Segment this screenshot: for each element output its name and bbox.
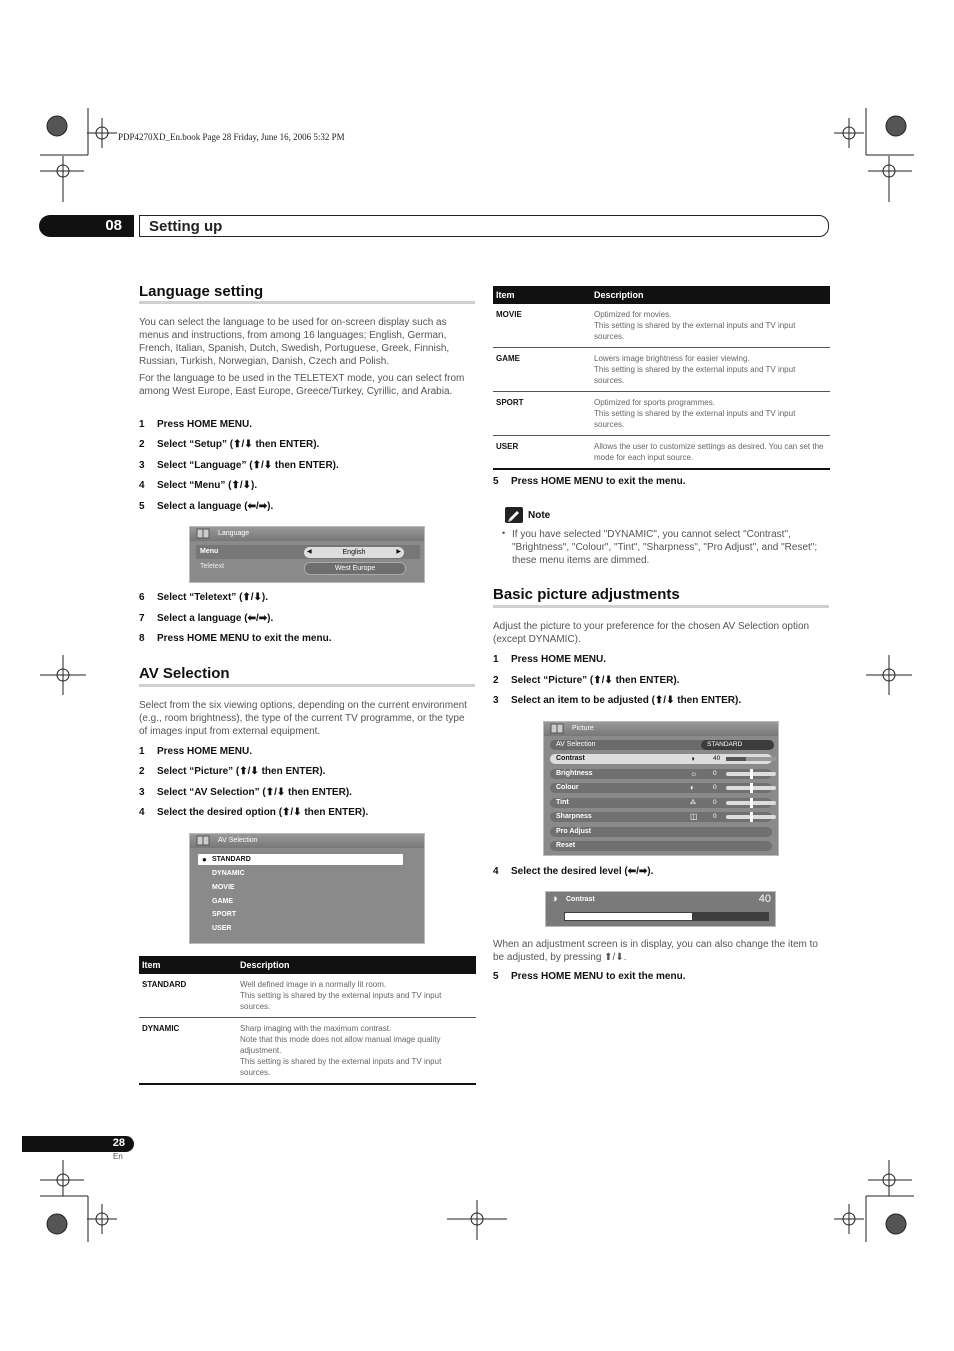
basic-picture-heading: Basic picture adjustments <box>493 586 680 603</box>
file-info: PDP4270XD_En.book Page 28 Friday, June 16, 2006 5:32 PM <box>118 132 345 142</box>
section-divider <box>139 684 475 687</box>
av-option-sport[interactable]: SPORT <box>212 911 237 918</box>
book-icon <box>550 722 564 735</box>
language-step-8: 8 Press HOME MENU to exit the menu. <box>139 633 332 644</box>
language-step-3: 3 Select “Language” (⬆/⬇ then ENTER). <box>139 460 339 471</box>
chapter-title: Setting up <box>139 215 829 237</box>
selected-dot-icon: ● <box>202 855 207 864</box>
picture-row-brightness[interactable]: Brightness ☼ 0 <box>550 769 772 779</box>
av-selection-heading: AV Selection <box>139 665 230 682</box>
teletext-row[interactable]: Teletext West Europe <box>196 560 420 574</box>
language-step-6: 6 Select “Teletext” (⬆/⬇). <box>139 592 269 603</box>
book-icon <box>196 834 210 847</box>
chapter-number: 08 <box>39 215 134 237</box>
table-row: MOVIE Optimized for movies. This setting is shared by the external inputs and TV input sources. <box>493 304 830 348</box>
contrast-fill <box>726 757 746 761</box>
av-option-dynamic[interactable]: DYNAMIC <box>212 870 245 877</box>
table-header-description: Description <box>591 286 830 304</box>
av-step-2: 2 Select “Picture” (⬆/⬇ then ENTER). <box>139 766 326 777</box>
av-selection-row[interactable]: AV Selection STANDARD <box>550 740 772 750</box>
pro-adjust-row[interactable]: Pro Adjust <box>550 827 772 837</box>
contrast-adjust-fill <box>565 913 692 920</box>
sharpness-track[interactable] <box>726 815 776 819</box>
language-step-7: 7 Select a language (⬅/➡). <box>139 613 274 624</box>
note-text: If you have selected "DYNAMIC", you cannot select "Contrast", "Brightness", "Colour", "Tint", "Sharpness", "Pro Adjust", and "Reset"; these menu items are dimmed. <box>512 529 818 566</box>
table-row: USER Allows the user to customize settings as desired. You can set the mode for each input source. <box>493 436 830 470</box>
av-selection-screen <box>189 833 425 944</box>
language-step-4: 4 Select “Menu” (⬆/⬇). <box>139 480 258 491</box>
av-option-standard[interactable]: ● STANDARD <box>198 854 403 865</box>
av-option-user[interactable]: USER <box>212 925 232 932</box>
av-step-4: 4 Select the desired option (⬆/⬇ then ENTER). <box>139 807 369 818</box>
screen-header: Picture <box>544 722 778 736</box>
arrow-left-icon: ◀ <box>307 549 312 555</box>
picture-step-2: 2 Select “Picture” (⬆/⬇ then ENTER). <box>493 675 680 686</box>
picture-step-5: 5 Press HOME MENU to exit the menu. <box>493 971 686 982</box>
slider-knob[interactable] <box>750 783 753 793</box>
table-header-item: Item <box>139 956 237 974</box>
section-divider <box>139 301 475 304</box>
sun-icon: ☼ <box>690 769 698 778</box>
picture-row-contrast[interactable]: Contrast ◑ 40 <box>550 754 772 764</box>
picture-step-3: 3 Select an item to be adjusted (⬆/⬇ then ENTER). <box>493 695 742 706</box>
picture-row-colour[interactable]: Colour ◐ 0 <box>550 783 772 793</box>
contrast-adjust-value: 40 <box>758 893 771 905</box>
table-row: GAME Lowers image brightness for easier viewing. This setting is shared by the external inputs and TV input sources. <box>493 348 830 392</box>
av-selection-value[interactable]: STANDARD <box>701 740 774 750</box>
table-header-item: Item <box>493 286 591 304</box>
contrast-icon: ◑ <box>690 754 695 763</box>
reset-row[interactable]: Reset <box>550 841 772 851</box>
brightness-track[interactable] <box>726 772 776 776</box>
page-number: 28 <box>22 1136 134 1152</box>
picture-step-4: 4 Select the desired level (⬅/➡). <box>493 866 654 877</box>
av-step-5: 5 Press HOME MENU to exit the menu. <box>493 476 686 487</box>
contrast-adjust-label: Contrast <box>566 896 595 903</box>
av-table-1 <box>139 956 476 1085</box>
book-icon <box>196 527 210 540</box>
language-setting-heading: Language setting <box>139 283 264 300</box>
sharpness-icon: ◫ <box>690 812 698 821</box>
colour-icon: ◐ <box>690 783 695 792</box>
av-option-game[interactable]: GAME <box>212 898 233 905</box>
contrast-adjust-screen <box>545 891 776 927</box>
tint-icon: ⁂ <box>690 800 696 806</box>
screen-header: AV Selection <box>190 834 424 848</box>
screen-header: Language <box>190 527 424 541</box>
picture-step-1: 1 Press HOME MENU. <box>493 654 607 665</box>
contrast-track[interactable] <box>726 757 776 761</box>
section-divider <box>493 605 829 608</box>
table-row: DYNAMIC Sharp imaging with the maximum contrast. Note that this mode does not allow manual image quality adjustment. This setting is shared by the external inputs and TV input sources. <box>139 1018 476 1085</box>
av-option-movie[interactable]: MOVIE <box>212 884 235 891</box>
av-step-3: 3 Select “AV Selection” (⬆/⬇ then ENTER). <box>139 787 352 798</box>
language-para-2: For the language to be used in the TELETEXT mode, you can select from among West Europe, East Europe, Greece/Turkey, Cyrillic, and Arabia. <box>139 373 465 397</box>
av-selection-para: Select from the six viewing options, depending on the current environment (e.g., room brightness), the type of the current TV programme, or the type of images input from external equipment. <box>139 700 467 737</box>
note-icon <box>505 507 523 523</box>
bullet-icon: • <box>502 528 506 538</box>
av-step-1: 1 Press HOME MENU. <box>139 746 253 757</box>
basic-picture-para: Adjust the picture to your preference for the chosen AV Selection option (except DYNAMIC). <box>493 621 810 645</box>
picture-screen <box>543 721 779 856</box>
language-step-5: 5 Select a language (⬅/➡). <box>139 501 274 512</box>
language-step-2: 2 Select “Setup” (⬆/⬇ then ENTER). <box>139 439 320 450</box>
table-row: STANDARD Well defined image in a normally lit room. This setting is shared by the external inputs and TV input sources. <box>139 974 476 1018</box>
language-step-1: 1 Press HOME MENU. <box>139 419 253 430</box>
picture-row-tint[interactable]: Tint ⁂ 0 <box>550 798 772 808</box>
contrast-icon: ◑ <box>551 893 558 905</box>
menu-row[interactable]: Menu ◀ English ▶ <box>196 545 420 559</box>
basic-picture-para-2: When an adjustment screen is in display, you can also change the item to be adjusted, by pressing ⬆/⬇. <box>493 939 818 963</box>
teletext-language-select[interactable]: West Europe <box>304 562 406 575</box>
slider-knob[interactable] <box>750 769 753 779</box>
note-label: Note <box>528 510 551 521</box>
page-lang: En <box>113 1152 123 1161</box>
menu-language-select[interactable]: ◀ English ▶ <box>304 547 404 558</box>
colour-track[interactable] <box>726 786 776 790</box>
table-row: SPORT Optimized for sports programmes. This setting is shared by the external inputs and TV input sources. <box>493 392 830 436</box>
table-header-description: Description <box>237 956 476 974</box>
arrow-right-icon: ▶ <box>396 549 401 555</box>
av-table-2 <box>493 286 830 470</box>
contrast-adjust-track[interactable] <box>564 912 769 921</box>
language-screen <box>189 526 425 583</box>
picture-row-sharpness[interactable]: Sharpness ◫ 0 <box>550 812 772 822</box>
slider-knob[interactable] <box>750 798 753 808</box>
tint-track[interactable] <box>726 801 776 805</box>
slider-knob[interactable] <box>750 812 753 822</box>
language-para-1: You can select the language to be used for on-screen display such as menus and instructions, from among 16 languages; English, German, French, Italian, Spanish, Dutch, Swedish, Portuguese, Greek, Finnish, Russian, Turkish, Norwegian, Danish, Czech and Polish. <box>139 317 450 367</box>
